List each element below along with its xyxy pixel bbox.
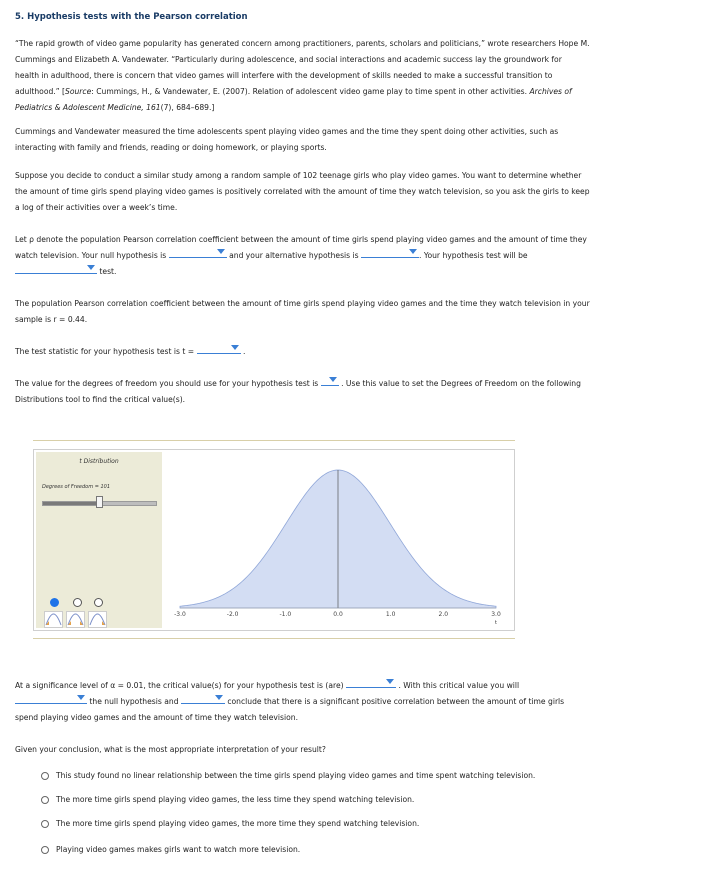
critical-value-dropdown[interactable] (346, 678, 396, 688)
conclusion-dropdown[interactable] (181, 694, 225, 704)
chevron-down-icon (77, 695, 85, 700)
option-label-3[interactable]: The more time girls spend playing video games, the more time they spend watching television. (56, 819, 420, 828)
radio-circle-icon (41, 772, 49, 780)
x-tick-label: 2.0 (438, 611, 449, 618)
test-type-dropdown[interactable] (15, 264, 97, 274)
x-axis-label: t (494, 620, 498, 626)
radio-circle-icon (41, 796, 49, 804)
option-label-2[interactable]: The more time girls spend playing video games, the less time they spend watching television. (56, 795, 415, 804)
paragraph-hypotheses: Let ρ denote the population Pearson correlation coefficient between the amount of time girls spend playing video games and the amount of time they watch television. Your null hypothesis is and your alternative hypothesis is . Your hypothesis test will be test. (15, 235, 587, 276)
tool-title: t Distribution (79, 458, 119, 465)
tool-bottom-rule (33, 638, 515, 639)
option-label-4[interactable]: Playing video games makes girls want to watch more television. (56, 845, 301, 854)
dof-label: Degrees of Freedom = 101 (42, 484, 111, 490)
chevron-down-icon (329, 377, 337, 382)
tail-mode-radio-one[interactable] (50, 598, 59, 607)
reject-decision-dropdown[interactable] (15, 694, 87, 704)
option-label-1[interactable]: This study found no linear relationship between the time girls spend playing video games and time spent watching television. (56, 771, 536, 780)
one-tail-right-icon[interactable] (88, 611, 107, 628)
dof-slider-thumb[interactable] (96, 496, 103, 508)
x-tick-label: -2.0 (226, 611, 239, 618)
chevron-down-icon (87, 265, 95, 270)
test-statistic-dropdown[interactable] (197, 344, 241, 354)
tool-control-panel (36, 452, 162, 628)
alternative-hypothesis-dropdown[interactable] (361, 248, 419, 258)
dof-slider-fill (43, 502, 100, 505)
chevron-down-icon (409, 249, 417, 254)
paragraph-degrees-of-freedom: The value for the degrees of freedom you should use for your hypothesis test is . Use this value to set the Degrees of Freedom on the following Distributions tool to find the critical value(s). (15, 376, 687, 408)
tail-mode-radio-two[interactable] (73, 598, 82, 607)
x-tick-label: 0.0 (333, 611, 343, 618)
radio-circle-icon (41, 846, 49, 854)
x-tick-label: -3.0 (174, 611, 186, 618)
t-distribution-plot[interactable] (164, 450, 514, 630)
tool-top-rule (33, 440, 515, 441)
paragraph-measurements: Cummings and Vandewater measured the time adolescents spent playing video games and the time they spent doing other activities, such as interacting with family and friends, reading or doing homework, or playing sports. (15, 127, 559, 152)
null-hypothesis-dropdown[interactable] (169, 248, 227, 258)
distributions-tool (33, 449, 515, 631)
two-tail-icon[interactable] (66, 611, 85, 628)
paragraph-study: Suppose you decide to conduct a similar study among a random sample of 102 teenage girls who play video games. You want to determine whether the amount of time girls spend playing video games is positively correlated with the amount of time they watch television, so you ask the girls to keep a log of their activities over a week’s time. (15, 171, 590, 212)
intro-paragraph: “The rapid growth of video game popularity has generated concern among practitioners, parents, scholars and politicians,” wrote researchers Hope M. Cummings and Elizabeth A. Vandewater. “Particularly during adolescence, and social interactions and academic success lay the groundwork for health in adulthood, there is concern that video games will interfere with the development of skills needed to make a successful transition to adulthood.” [Source: Cummings, H., & Vandewater, E. (2007). Relation of adolescent video game play to time spent in other activities. Archives of Pediatrics & Adolescent Medicine, 161(7), 684–689.] (15, 39, 590, 112)
chevron-down-icon (217, 249, 225, 254)
x-tick-label: -1.0 (279, 611, 292, 618)
radio-circle-icon (41, 820, 49, 828)
paragraph-test-statistic: The test statistic for your hypothesis test is t = . (15, 344, 687, 360)
interpretation-question: Given your conclusion, what is the most appropriate interpretation of your result? (15, 745, 326, 754)
tail-mode-radio-three[interactable] (94, 598, 103, 607)
degrees-of-freedom-dropdown[interactable] (321, 376, 339, 386)
chevron-down-icon (215, 695, 223, 700)
chevron-down-icon (231, 345, 239, 350)
paragraph-critical-values: At a significance level of α = 0.01, the critical value(s) for your hypothesis test is (are) . With this critical value you will the null hypothesis and conclude that there is a significant positive correlation between the amount of time girls spend playing video games and the amount of time they watch television. (15, 678, 687, 726)
paragraph-sample-correlation: The population Pearson correlation coefficient between the amount of time girls spend playing video games and the time they watch television in your sample is r = 0.44. (15, 299, 590, 324)
x-tick-label: 3.0 (491, 611, 501, 618)
page-title: 5. Hypothesis tests with the Pearson correlation (15, 12, 248, 22)
one-tail-left-icon[interactable] (44, 611, 63, 628)
chevron-down-icon (386, 679, 394, 684)
x-tick-label: 1.0 (385, 611, 396, 618)
